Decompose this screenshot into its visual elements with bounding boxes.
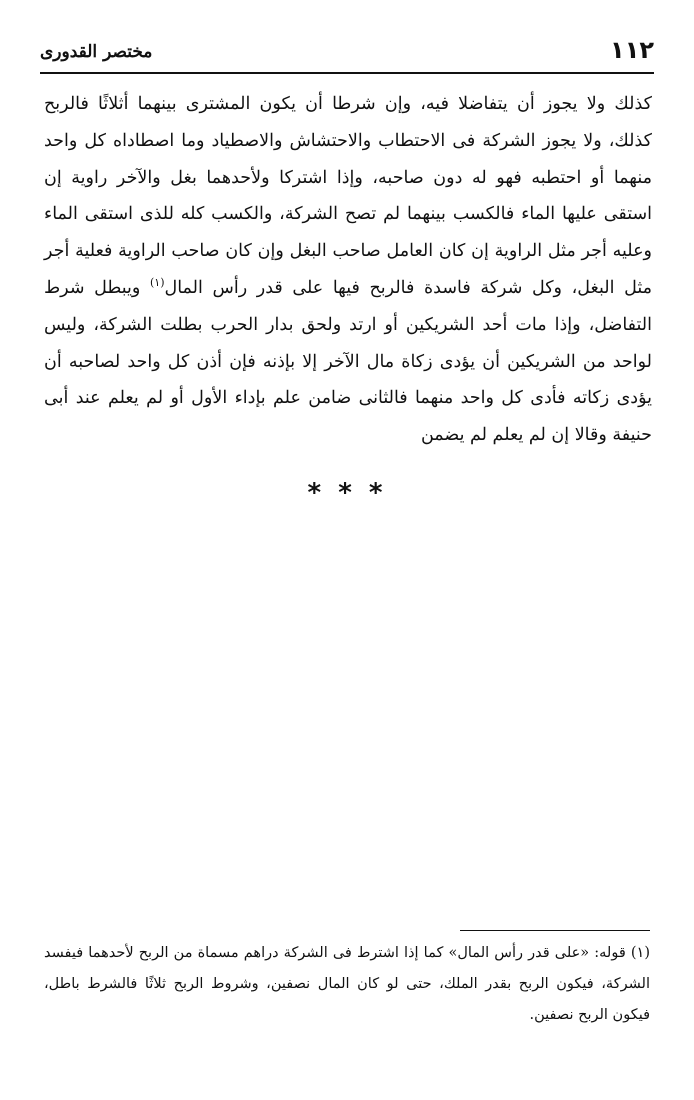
page-number: ١١٢ <box>610 36 654 64</box>
main-paragraph <box>44 86 652 454</box>
footnote-reference: (١) <box>149 276 165 290</box>
section-separator: * * * <box>307 478 387 508</box>
header-rule <box>40 72 654 74</box>
footnote <box>44 938 650 1031</box>
running-title: مختصر القدورى <box>40 42 153 62</box>
footnote-rule <box>460 930 650 931</box>
main-text <box>44 86 652 454</box>
main-text-part-1: كذلك ولا يجوز أن يتفاضلا فيه، وإن شرطا أن يكون المشترى بينهما أثلاثًا فالربح كذلك، ولا يجوز الشركة فى الاحتطاب والاحتشاش والاصطياد وما اصطاداه كل واحد منهما أو احتطبه فهو له دون صاحبه، وإذا اشتركا ولأحدهما بغل والآخر راوية إن استقى عليها الماء فالكسب بينهما لم تصح الشركة، والكسب كله للذى استقى الماء وعليه أجر مثل الراوية إن كان العامل صاحب البغل وإن كان صاحب الراوية فعلية أجر مثل البغل، وكل شركة فاسدة فالربح فيها على قدر رأس المال <box>44 94 652 298</box>
main-text-part-2: ويبطل شرط التفاضل، وإذا مات أحد الشريكين أو ارتد ولحق بدار الحرب بطلت الشركة، وليس لواحد من الشريكين أن يؤدى زكاة مال الآخر إلا بإذنه فإن أذن كل واحد لصاحبه أن يؤدى زكاته فأدى كل واحد منهما فالثانى ضامن علم بإداء الأول أو لم يعلم عند أبى حنيفة وقالا إن لم يعلم لم يضمن <box>44 277 652 446</box>
page-header <box>40 36 654 70</box>
footnote-text: (١) قوله: «على قدر رأس المال» كما إذا اشترط فى الشركة دراهم مسماة من الربح لأحدهما فيفسد الشركة، فيكون الربح بقدر الملك، حتى لو كان المال نصفين، وشروط الربح ثلاثًا فالشرط باطل، فيكون الربح نصفين. <box>44 945 650 1023</box>
